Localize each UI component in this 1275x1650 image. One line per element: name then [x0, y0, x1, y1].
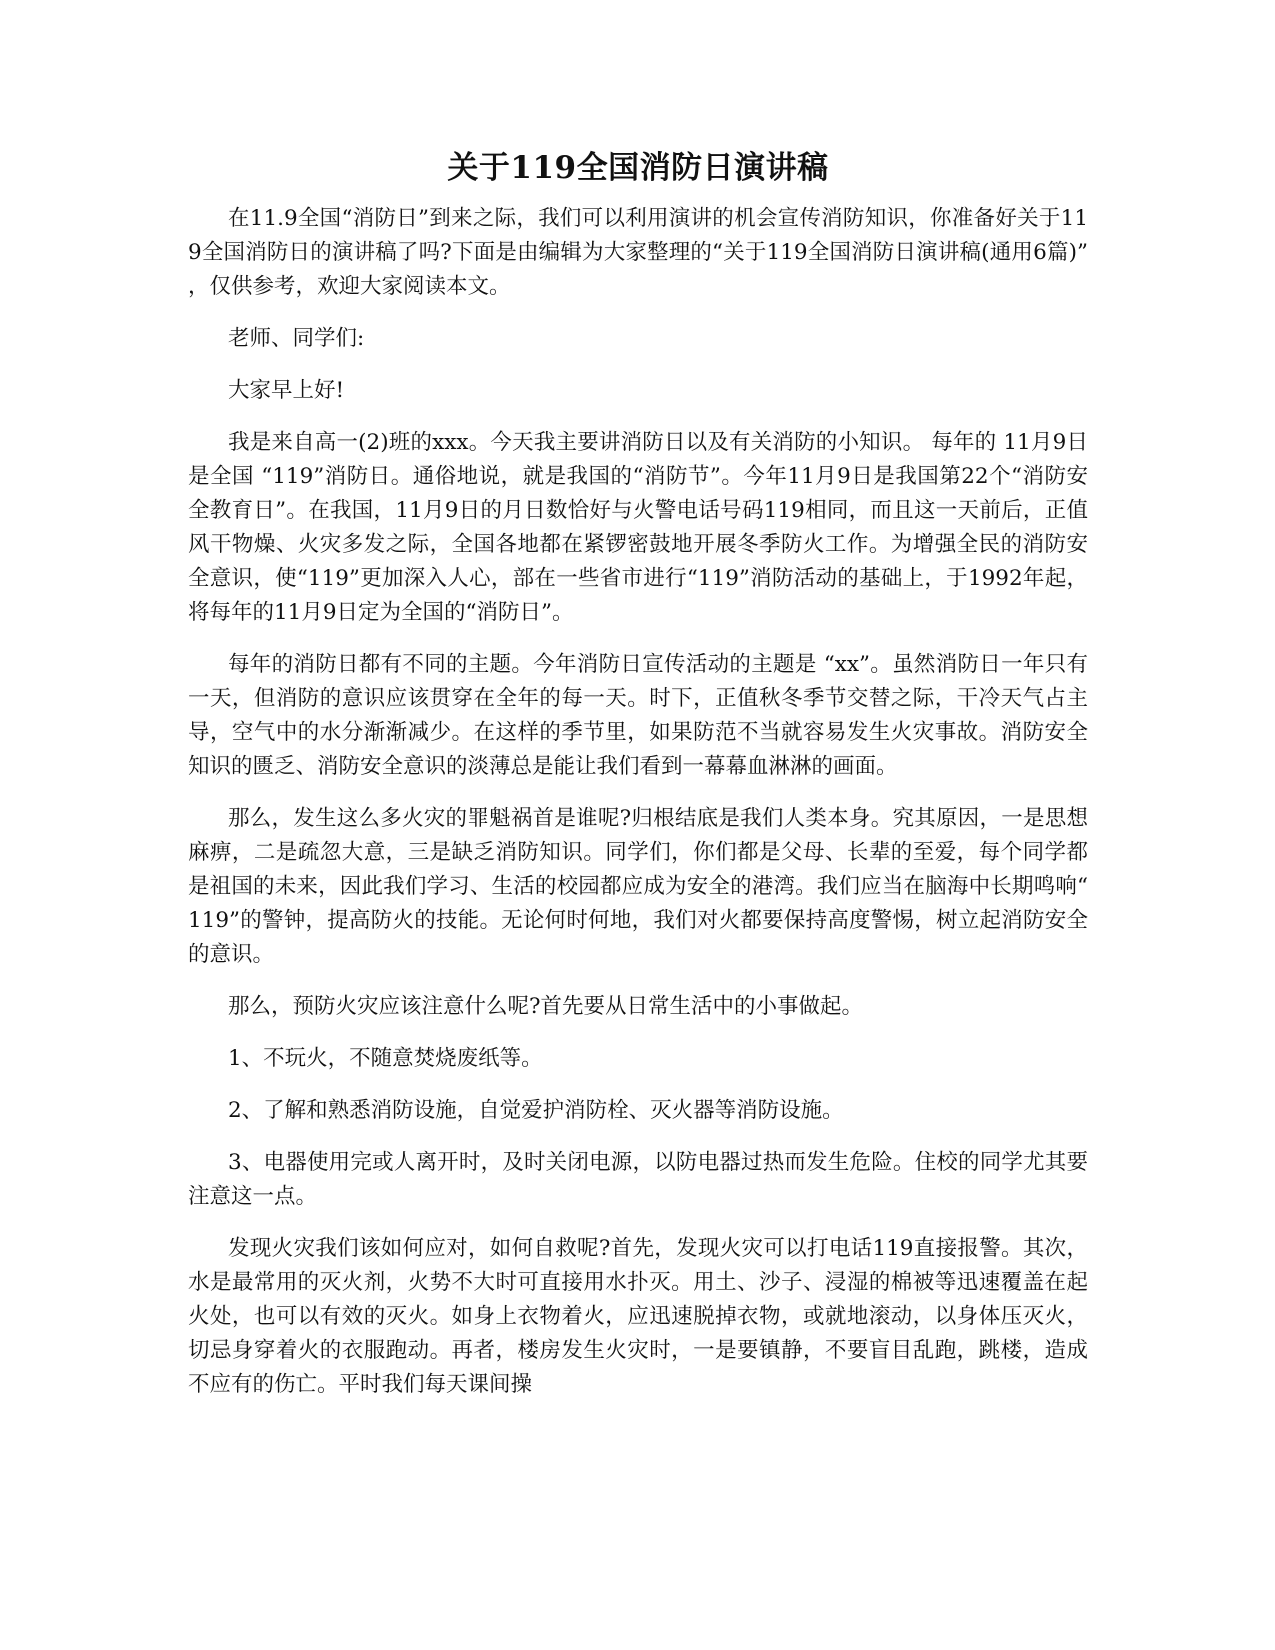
list-item: 2、了解和熟悉消防设施，自觉爱护消防栓、灭火器等消防设施。: [228, 1098, 844, 1123]
body-paragraph: 那么，预防火灾应该注意什么呢?首先要从日常生活中的小事做起。: [228, 994, 864, 1019]
document-body: [188, 146, 1088, 1420]
body-paragraph: 每年的消防日都有不同的主题。今年消防日宣传活动的主题是 “xx”。虽然消防日一年只有一天，但消防的意识应该贯穿在全年的每一天。时下，正值秋冬季节交替之际，干冷天气占主导，空气中的水分渐渐减少。在这样的季节里，如果防范不当就容易发生火灾事故。消防安全知识的匮乏、消防安全意识的淡薄总是能让我们看到一幕幕血淋淋的画面。: [188, 652, 1088, 779]
document-title: 关于119全国消防日演讲稿: [447, 150, 829, 186]
list-item: 1、不玩火，不随意焚烧废纸等。: [228, 1046, 543, 1071]
greeting-paragraph: 老师、同学们:: [228, 326, 365, 351]
body-paragraph: 那么，发生这么多火灾的罪魁祸首是谁呢?归根结底是我们人类本身。究其原因，一是思想麻痹，二是疏忽大意，三是缺乏消防知识。同学们，你们都是父母、长辈的至爱，每个同学都是祖国的未来，因此我们学习、生活的校园都应成为安全的港湾。我们应当在脑海中长期鸣响“119”的警钟，提高防火的技能。无论何时何地，我们对火都要保持高度警惕，树立起消防安全的意识。: [188, 806, 1088, 967]
body-paragraph: 我是来自高一(2)班的xxx。今天我主要讲消防日以及有关消防的小知识。 每年的 11月9日是全国 “119”消防日。通俗地说，就是我国的“消防节”。今年11月9日是我国第22个“消防安全教育日”。在我国，11月9日的月日数恰好与火警电话号码119相同，而且这一天前后，正值风干物燥、火灾多发之际，全国各地都在紧锣密鼓地开展冬季防火工作。为增强全民的消防安全意识，使“119”更加深入人心，部在一些省市进行“119”消防活动的基础上，于1992年起，将每年的11月9日定为全国的“消防日”。: [188, 430, 1088, 625]
list-item: 3、电器使用完或人离开时，及时关闭电源，以防电器过热而发生危险。住校的同学尤其要注意这一点。: [188, 1150, 1088, 1209]
good-morning-paragraph: 大家早上好!: [228, 378, 345, 403]
intro-paragraph: 在11.9全国“消防日”到来之际，我们可以利用演讲的机会宣传消防知识，你准备好关于119全国消防日的演讲稿了吗?下面是由编辑为大家整理的“关于119全国消防日演讲稿(通用6篇)”，仅供参考，欢迎大家阅读本文。: [188, 206, 1088, 299]
body-paragraph: 发现火灾我们该如何应对，如何自救呢?首先，发现火灾可以打电话119直接报警。其次，水是最常用的灭火剂，火势不大时可直接用水扑灭。用土、沙子、浸湿的棉被等迅速覆盖在起火处，也可以有效的灭火。如身上衣物着火，应迅速脱掉衣物，或就地滚动，以身体压灭火，切忌身穿着火的衣服跑动。再者，楼房发生火灾时，一是要镇静，不要盲目乱跑，跳楼，造成不应有的伤亡。平时我们每天课间操: [188, 1236, 1088, 1397]
